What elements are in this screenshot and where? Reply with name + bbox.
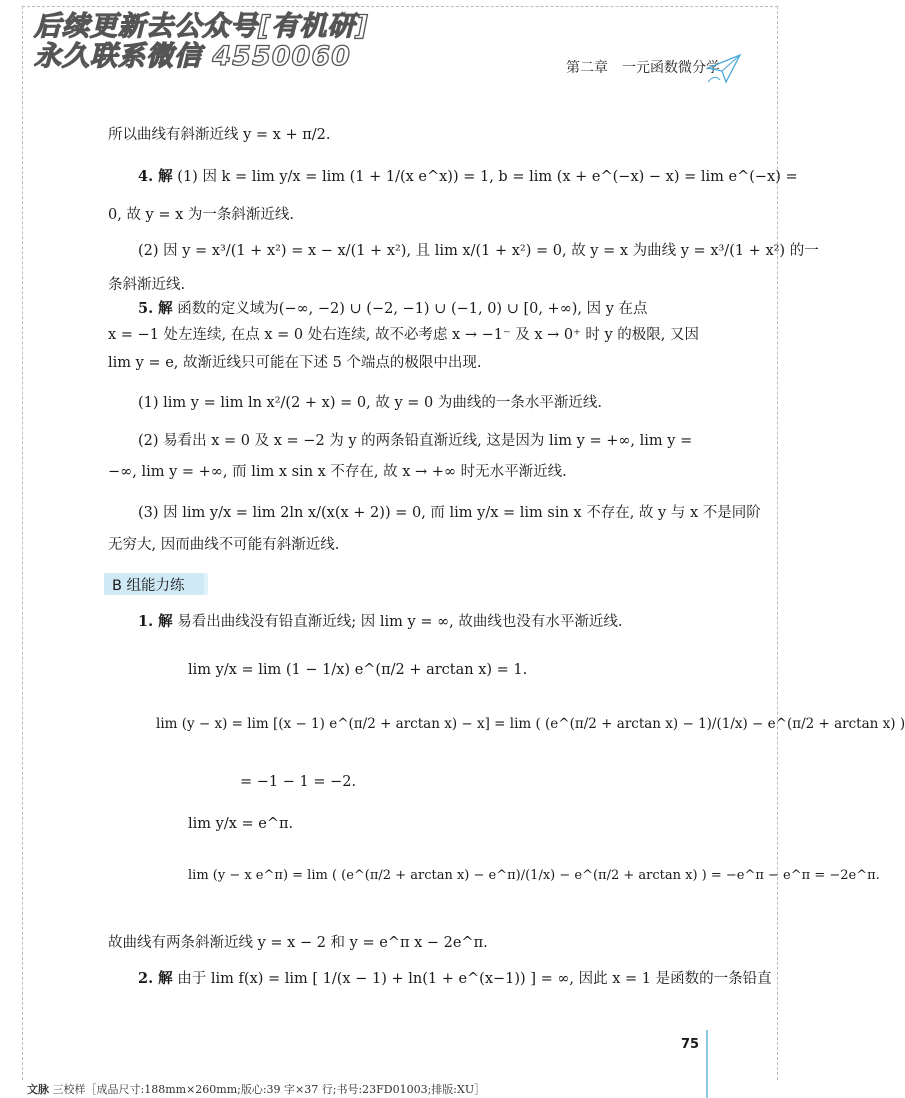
problem-4-line-4: 条斜渐近线. <box>108 277 186 293</box>
text-asymptote-conclusion: 所以曲线有斜渐近线 y = x + π/2. <box>108 127 331 143</box>
problem-b1-label: 1. 解 <box>138 613 173 630</box>
text-b1b <box>188 660 527 680</box>
problem-5-line-3: lim y = e, 故渐近线只可能在下述 5 个端点的极限中出现. <box>108 355 482 371</box>
chapter-header: 第二章 一元函数微分学 <box>566 60 720 76</box>
problem-4-label: 4. 解 <box>138 168 173 185</box>
text-b2a <box>138 969 772 989</box>
problem-5-label: 5. 解 <box>138 300 173 317</box>
page-frame-left <box>22 6 23 1080</box>
page-number-rule <box>706 1030 708 1098</box>
text-b1a <box>138 612 623 632</box>
problem-4-line-2: 0, 故 y = x 为一条斜渐近线. <box>108 207 295 223</box>
text-p5g <box>138 503 761 523</box>
problem-b1-eq-4: lim y/x = e^π. <box>188 816 294 832</box>
text-p4d <box>108 275 185 295</box>
text-p5d <box>138 393 602 413</box>
text-b1g <box>108 933 488 953</box>
text-b1c <box>156 714 905 734</box>
text-b1e <box>188 814 293 834</box>
watermark-line-2: 永久联系微信 4550060 <box>34 41 351 72</box>
problem-5-line-4: (1) lim y = lim ln x²/(2 + x) = 0, 故 y = 0 为曲线的一条水平渐近线. <box>138 395 602 411</box>
problem-4-line-1: (1) 因 k = lim y/x = lim (1 + 1/(x e^x)) = 1, b = lim (x + e^(−x) − x) = lim e^(−x) = <box>177 169 798 185</box>
problem-b2-label: 2. 解 <box>138 970 173 987</box>
problem-5-line-8: 无穷大, 因而曲线不可能有斜渐近线. <box>108 537 340 553</box>
text-b1d <box>240 772 356 792</box>
page-number: 75 <box>681 1037 700 1052</box>
problem-b1-line-1: 易看出曲线没有铅直渐近线; 因 lim y = ∞, 故曲线也没有水平渐近线. <box>177 614 623 630</box>
text-p4a <box>138 167 798 187</box>
text-p5b <box>108 325 699 345</box>
problem-b1-eq-2: lim (y − x) = lim [(x − 1) e^(π/2 + arctan x) − x] = lim ( (e^(π/2 + arctan x) − 1)/(1/x) − e^(π/2 + arctan x) ) <box>156 716 905 732</box>
footer-brand: 文脉 <box>27 1083 49 1096</box>
problem-5-line-7: (3) 因 lim y/x = lim 2ln x/(x(x + 2)) = 0, 而 lim y/x = lim sin x 不存在, 故 y 与 x 不是同阶 <box>138 505 761 521</box>
text-p5f <box>108 462 567 482</box>
problem-b1-conclusion: 故曲线有两条斜渐近线 y = x − 2 和 y = e^π x − 2e^π. <box>108 935 488 951</box>
text-p5a <box>138 299 648 319</box>
text-line-1 <box>108 125 330 145</box>
text-b1f <box>188 866 880 886</box>
text-p4b <box>108 205 294 225</box>
text-p5h <box>108 535 339 555</box>
problem-5-line-1: 函数的定义域为(−∞, −2) ∪ (−2, −1) ∪ (−1, 0) ∪ [0, +∞), 因 y 在点 <box>177 301 648 317</box>
footer <box>27 1081 485 1097</box>
problem-b1-eq-1: lim y/x = lim (1 − 1/x) e^(π/2 + arctan x) = 1. <box>188 662 528 678</box>
problem-b1-eq-3: = −1 − 1 = −2. <box>240 774 357 790</box>
problem-4-line-3: (2) 因 y = x³/(1 + x²) = x − x/(1 + x²), 且 lim x/(1 + x²) = 0, 故 y = x 为曲线 y = x³/(1 + x²) 的一 <box>138 243 819 259</box>
footer-info: 三校样［成品尺寸:188mm×260mm;版心:39 字×37 行;书号:23FD01003;排版:XU］ <box>52 1083 486 1096</box>
text-p5e <box>138 431 692 451</box>
section-title: B 组能力练 <box>112 578 185 594</box>
section-header-b <box>104 573 204 595</box>
problem-5-line-2: x = −1 处左连续, 在点 x = 0 处右连续, 故不必考虑 x → −1⁻ 及 x → 0⁺ 时 y 的极限, 又因 <box>108 327 700 343</box>
problem-b2-line-1: 由于 lim f(x) = lim [ 1/(x − 1) + ln(1 + e^(x−1)) ] = ∞, 因此 x = 1 是函数的一条铅直 <box>177 971 772 987</box>
paper-plane-icon <box>706 52 742 86</box>
text-p4c <box>138 241 819 261</box>
watermark-line-1: 后续更新去公众号[有机研] <box>34 11 369 42</box>
problem-5-line-6: −∞, lim y = +∞, 而 lim x sin x 不存在, 故 x → +∞ 时无水平渐近线. <box>108 464 567 480</box>
text-p5c <box>108 353 482 373</box>
problem-b1-eq-5: lim (y − x e^π) = lim ( (e^(π/2 + arctan x) − e^π)/(1/x) − e^(π/2 + arctan x) ) = −e^π − e^π = −2e^π. <box>188 868 880 883</box>
problem-5-line-5: (2) 易看出 x = 0 及 x = −2 为 y 的两条铅直渐近线, 这是因为 lim y = +∞, lim y = <box>138 433 693 449</box>
